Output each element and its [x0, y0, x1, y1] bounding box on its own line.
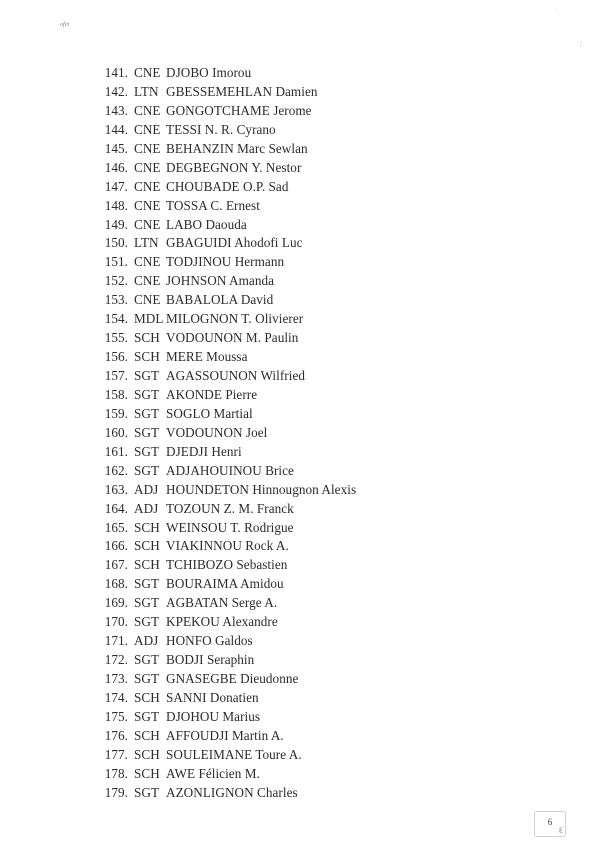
entry-name: AZONLIGNON Charles	[166, 784, 298, 800]
list-item	[92, 64, 356, 83]
entry-number: 178.	[104, 765, 128, 781]
list-item	[92, 500, 356, 519]
list-item	[92, 197, 356, 216]
entry-number: 147.	[104, 178, 128, 194]
entry-name: AFFOUDJI Martin A.	[166, 727, 284, 743]
entry-name: TODJINOU Hermann	[166, 254, 285, 270]
list-item	[92, 424, 356, 443]
entry-name: LABO Daouda	[166, 216, 247, 232]
entry-name: GNASEGBE Dieudonne	[166, 671, 299, 686]
entry-rank: SGT	[134, 652, 160, 668]
entry-rank: CNE	[134, 140, 161, 156]
entry-name: MILOGNON T. Olivierer	[166, 311, 304, 327]
entry-rank: SGT	[134, 462, 160, 478]
entry-name: HONFO Galdos	[166, 633, 253, 649]
list-item	[92, 272, 356, 291]
list-item	[92, 216, 356, 235]
entry-number: 170.	[104, 614, 128, 630]
entry-rank: SGT	[134, 405, 160, 421]
entry-name: CHOUBADE O.P. Sad	[166, 178, 289, 194]
list-item	[92, 784, 356, 803]
entry-name: TESSI N. R. Cyrano	[166, 121, 276, 137]
list-item	[92, 83, 356, 102]
entry-name: TOSSA C. Ernest	[166, 197, 260, 213]
entry-number: 173.	[104, 671, 128, 686]
list-item	[92, 670, 356, 689]
list-item	[92, 575, 356, 594]
entry-rank: SGT	[134, 424, 160, 440]
entry-number: 143.	[104, 102, 128, 118]
list-item	[92, 234, 356, 253]
entry-rank: SGT	[134, 595, 160, 611]
entry-rank: CNE	[134, 273, 161, 289]
entry-name: GBAGUIDI Ahodofi Luc	[166, 235, 303, 251]
entry-rank: SCH	[134, 557, 160, 573]
list-item	[92, 386, 356, 405]
list-item	[92, 348, 356, 367]
entry-rank: CNE	[134, 292, 161, 308]
list-item	[92, 765, 356, 784]
entry-rank: CNE	[134, 216, 161, 232]
entry-rank: ADJ	[134, 633, 159, 649]
entry-number: 177.	[104, 746, 128, 762]
entry-rank: SCH	[134, 727, 160, 743]
entry-rank: SCH	[134, 689, 160, 705]
entry-name: MERE Moussa	[166, 349, 248, 365]
entry-number: 141.	[104, 65, 128, 80]
entry-number: 163.	[104, 481, 128, 497]
entry-name: BEHANZIN Marc Sewlan	[166, 140, 308, 156]
entry-name: VODOUNON M. Paulin	[166, 330, 299, 346]
entry-rank: SCH	[134, 349, 160, 365]
entry-rank: CNE	[134, 65, 161, 80]
entry-number: 145.	[104, 140, 128, 156]
entry-name: AKONDE Pierre	[166, 386, 258, 402]
entry-number: 156.	[104, 349, 128, 365]
list-item	[92, 329, 356, 348]
entry-rank: SGT	[134, 671, 160, 686]
entry-name: AWE Félicien M.	[166, 765, 260, 781]
entry-name: SOGLO Martial	[166, 405, 253, 421]
list-item	[92, 121, 356, 140]
corner-handwritten-mark: afin	[60, 22, 70, 28]
entry-rank: SGT	[134, 784, 160, 800]
entry-rank: CNE	[134, 178, 161, 194]
list-item	[92, 178, 356, 197]
entry-rank: SGT	[134, 708, 160, 724]
entry-number: 146.	[104, 159, 128, 175]
list-item	[92, 708, 356, 727]
entry-number: 169.	[104, 595, 128, 611]
page-number-box	[534, 811, 566, 837]
entry-rank: SCH	[134, 330, 160, 346]
list-item	[92, 443, 356, 462]
entry-number: 171.	[104, 633, 128, 649]
entry-number: 179.	[104, 784, 128, 800]
list-item	[92, 689, 356, 708]
list-item	[92, 291, 356, 310]
entry-number: 151.	[104, 254, 128, 270]
entry-number: 148.	[104, 197, 128, 213]
entry-number: 157.	[104, 368, 128, 383]
entry-rank: ADJ	[134, 500, 159, 516]
entry-name: TCHIBOZO Sebastien	[166, 557, 288, 573]
list-item	[92, 140, 356, 159]
entry-number: 149.	[104, 216, 128, 232]
entry-rank: SCH	[134, 519, 160, 535]
entry-number: 155.	[104, 330, 128, 346]
entry-rank: SGT	[134, 614, 160, 630]
entry-name: AGASSOUNON Wilfried	[166, 368, 306, 383]
entry-rank: CNE	[134, 121, 161, 137]
list-item	[92, 537, 356, 556]
entry-name: SANNI Donatien	[166, 689, 259, 705]
list-item	[92, 746, 356, 765]
entry-name: DJOHOU Marius	[166, 708, 261, 724]
entry-name: KPEKOU Alexandre	[166, 614, 278, 630]
entry-name: ADJAHOUINOU Brice	[166, 462, 294, 478]
entry-number: 160.	[104, 424, 128, 440]
entry-name: DJOBO Imorou	[166, 65, 252, 80]
list-item	[92, 613, 356, 632]
entry-number: 150.	[104, 235, 128, 251]
list-item	[92, 367, 356, 386]
entry-name: SOULEIMANE Toure A.	[166, 746, 302, 762]
scan-speck: ′	[556, 8, 558, 17]
list-item	[92, 159, 356, 178]
entry-name: BOURAIMA Amidou	[166, 576, 284, 592]
entry-rank: SCH	[134, 765, 160, 781]
entry-rank: CNE	[134, 254, 161, 270]
entry-name: BODJI Seraphin	[166, 652, 255, 668]
list-item	[92, 310, 356, 329]
entry-rank: LTN	[134, 235, 159, 251]
entry-number: 158.	[104, 386, 128, 402]
entry-number: 168.	[104, 576, 128, 592]
list-item	[92, 632, 356, 651]
entry-name: HOUNDETON Hinnougnon Alexis	[166, 481, 357, 497]
list-item	[92, 481, 356, 500]
entry-number: 153.	[104, 292, 128, 308]
entry-number: 159.	[104, 405, 128, 421]
entry-number: 166.	[104, 538, 128, 554]
entry-name: TOZOUN Z. M. Franck	[166, 500, 294, 516]
page-initial-mark: Ɛ	[558, 826, 563, 835]
entry-name: BABALOLA David	[166, 292, 274, 308]
entry-name: DJEDJI Henri	[166, 443, 242, 459]
list-item	[92, 651, 356, 670]
entry-number: 142.	[104, 83, 128, 99]
entry-rank: SGT	[134, 386, 160, 402]
entry-name: VIAKINNOU Rock A.	[166, 538, 289, 554]
entry-number: 174.	[104, 689, 128, 705]
entry-name: AGBATAN Serge A.	[166, 595, 278, 611]
entry-number: 172.	[104, 652, 128, 668]
entry-rank: MDL	[134, 311, 164, 327]
entry-rank: SGT	[134, 443, 160, 459]
entry-rank: CNE	[134, 159, 161, 175]
list-item	[92, 405, 356, 424]
entry-name: WEINSOU T. Rodrigue	[166, 519, 294, 535]
entry-name: DEGBEGNON Y. Nestor	[166, 159, 302, 175]
list-item	[92, 462, 356, 481]
entry-rank: LTN	[134, 83, 159, 99]
list-item	[92, 102, 356, 121]
personnel-list	[92, 64, 356, 803]
entry-number: 175.	[104, 708, 128, 724]
entry-number: 154.	[104, 311, 128, 327]
entry-number: 165.	[104, 519, 128, 535]
scan-speck: /	[580, 40, 583, 49]
entry-name: JOHNSON Amanda	[166, 273, 275, 289]
entry-rank: CNE	[134, 102, 161, 118]
list-item	[92, 594, 356, 613]
entry-rank: SGT	[134, 576, 160, 592]
entry-rank: SCH	[134, 538, 160, 554]
list-item	[92, 727, 356, 746]
list-item	[92, 519, 356, 538]
entry-number: 162.	[104, 462, 128, 478]
entry-name: VODOUNON Joel	[166, 424, 268, 440]
entry-rank: SGT	[134, 368, 160, 383]
page-number: 6	[547, 817, 553, 827]
entry-rank: SCH	[134, 746, 160, 762]
entry-number: 176.	[104, 727, 128, 743]
entry-number: 144.	[104, 121, 128, 137]
entry-number: 164.	[104, 500, 128, 516]
list-item	[92, 556, 356, 575]
entry-number: 167.	[104, 557, 128, 573]
entry-name: GBESSEMEHLAN Damien	[166, 83, 318, 99]
entry-rank: ADJ	[134, 481, 159, 497]
entry-number: 152.	[104, 273, 128, 289]
entry-number: 161.	[104, 443, 128, 459]
entry-rank: CNE	[134, 197, 161, 213]
list-item	[92, 253, 356, 272]
entry-name: GONGOTCHAME Jerome	[166, 102, 312, 118]
